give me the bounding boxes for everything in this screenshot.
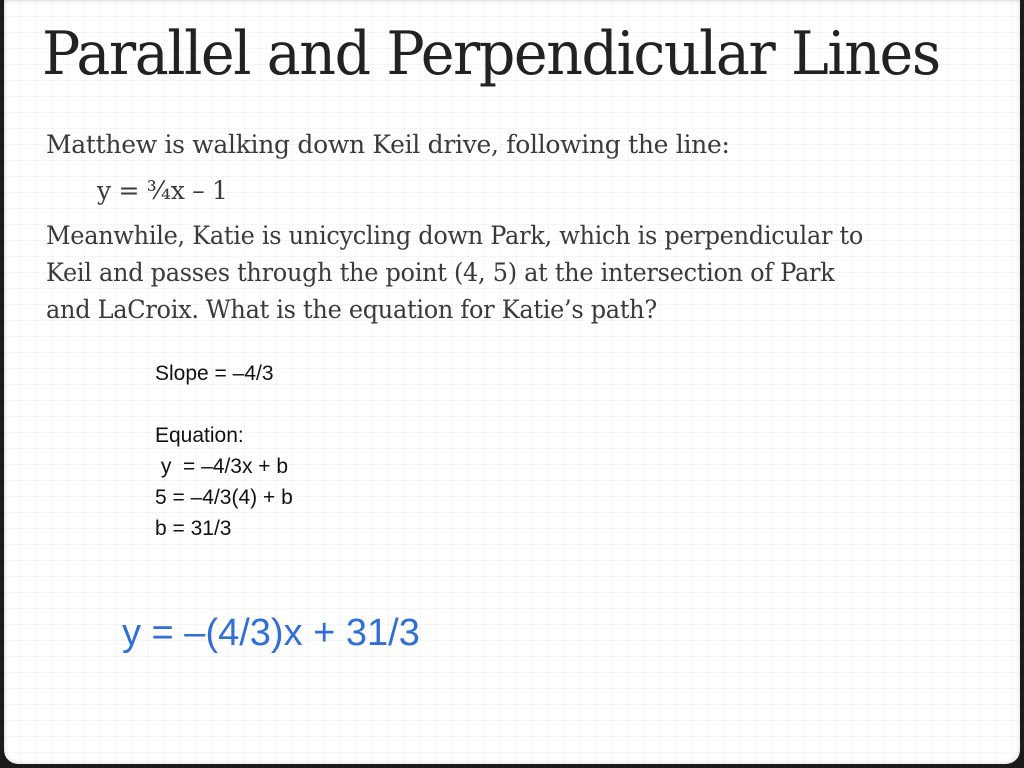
equation-label: Equation: bbox=[155, 424, 244, 447]
problem-line: Meanwhile, Katie is unicycling down Park, which is perpendicular to bbox=[46, 221, 864, 250]
given-equation: y = ¾x – 1 bbox=[97, 176, 228, 205]
problem-line: Keil and passes through the point (4, 5) at the intersection of Park bbox=[46, 258, 835, 287]
problem-line: and LaCroix. What is the equation for Katie’s path? bbox=[46, 295, 657, 324]
intro-line: Matthew is walking down Keil drive, following the line: bbox=[46, 130, 730, 159]
final-answer: y = –(4/3)x + 31/3 bbox=[122, 612, 420, 654]
slide-title: Parallel and Perpendicular Lines bbox=[42, 19, 940, 89]
work-step: y = –4/3x + b bbox=[155, 455, 289, 478]
slide bbox=[4, 0, 1020, 764]
work-step: 5 = –4/3(4) + b bbox=[155, 486, 293, 509]
problem-paragraph bbox=[46, 217, 939, 328]
work-step: b = 31/3 bbox=[155, 517, 232, 540]
slope-line: Slope = –4/3 bbox=[155, 362, 274, 385]
blank-line bbox=[155, 389, 293, 420]
worked-solution bbox=[155, 358, 293, 544]
